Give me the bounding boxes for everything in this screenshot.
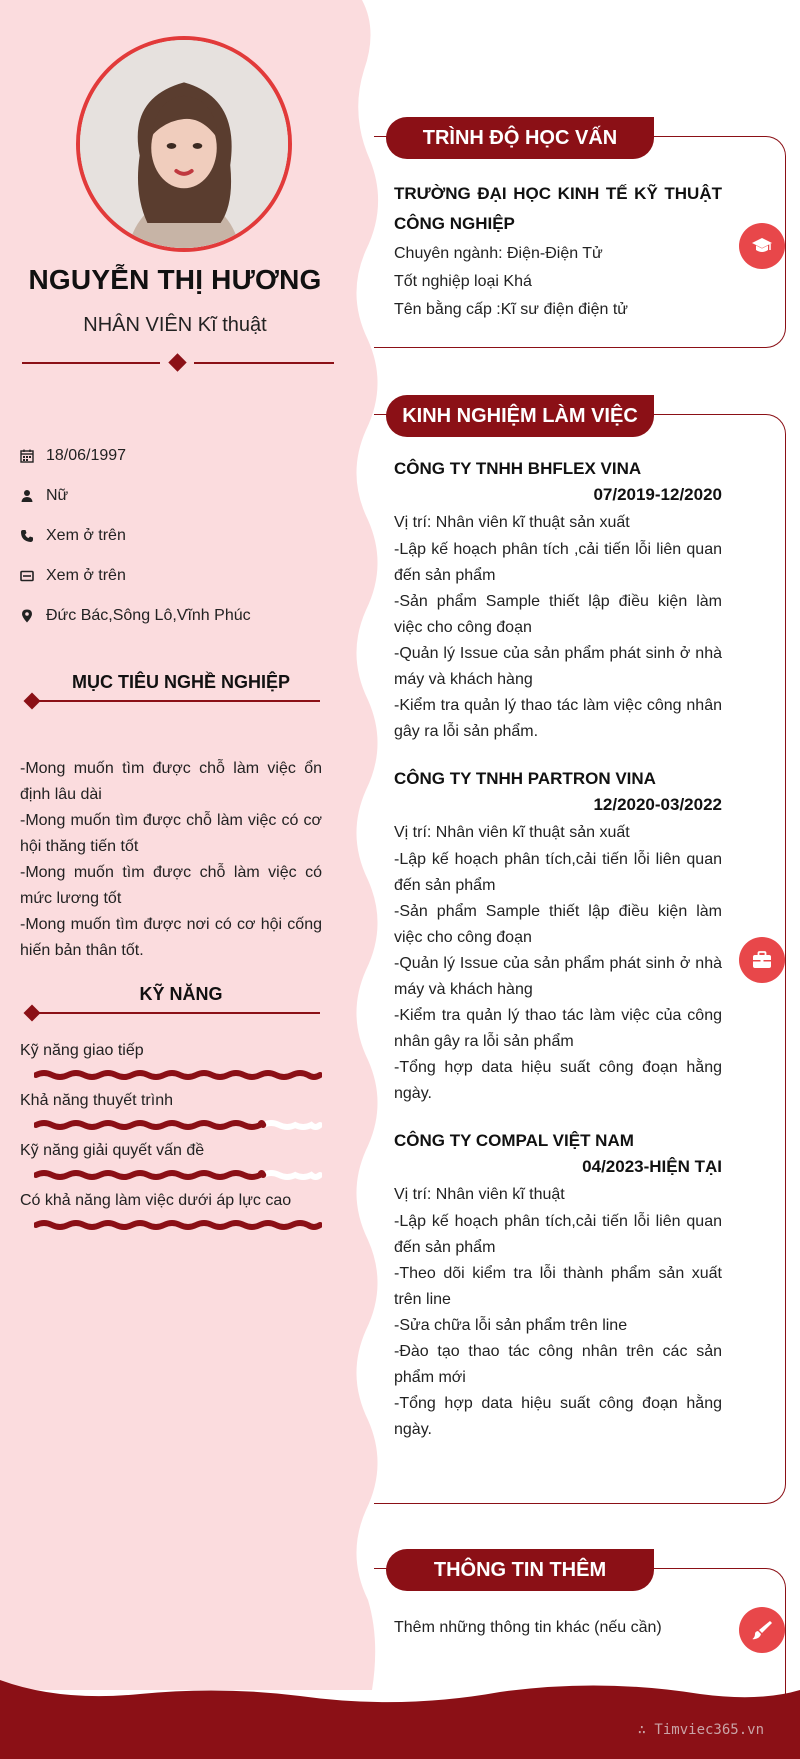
phone-icon — [20, 529, 46, 543]
education-line: Tốt nghiệp loại Khá — [394, 273, 532, 290]
job-entry — [394, 457, 722, 745]
skill-bar — [34, 1218, 322, 1232]
skill-bar-fill — [36, 1073, 320, 1077]
watermark: ∴ Timviec365.vn — [637, 1722, 764, 1738]
job-detail: -Sản phẩm Sample thiết lập điều kiện làm việc cho công đoạn — [394, 593, 722, 636]
briefcase-icon — [739, 937, 785, 983]
skill-bar — [34, 1168, 322, 1182]
job-detail: -Lập kế hoạch phân tích,cải tiến lỗi liên quan đến sản phẩm — [394, 851, 722, 894]
email-icon — [20, 569, 46, 583]
job-entry — [394, 1129, 722, 1443]
skill-item — [20, 1188, 322, 1238]
user-icon — [20, 489, 46, 503]
contact-value: Nữ — [46, 487, 69, 504]
skill-bar — [34, 1068, 322, 1082]
extra-info-text: Thêm những thông tin khác (nếu cần) — [394, 1619, 662, 1636]
skill-bar-fill — [36, 1173, 263, 1177]
experience-section — [374, 405, 786, 1504]
job-detail: -Đào tạo thao tác công nhân trên các sản phẩm mới — [394, 1343, 722, 1386]
contact-gender — [20, 476, 340, 516]
candidate-name: NGUYỄN THỊ HƯƠNG — [28, 264, 322, 295]
location-icon — [20, 609, 46, 623]
contact-value: Xem ở trên — [46, 567, 126, 584]
skill-bar-fill — [36, 1123, 263, 1127]
job-detail: -Sản phẩm Sample thiết lập điều kiện làm việc cho công đoạn — [394, 903, 722, 946]
skill-item — [20, 1138, 322, 1188]
skill-bar-fill — [36, 1223, 320, 1227]
job-position: Vị trí: Nhân viên kĩ thuật sản xuất — [394, 824, 630, 841]
contact-birthday — [20, 436, 340, 476]
job-company: CÔNG TY TNHH PARTRON VINA — [394, 769, 656, 788]
objective-line: -Mong muốn tìm được chỗ làm việc có mức lương tốt — [20, 864, 322, 907]
job-company: CÔNG TY COMPAL VIỆT NAM — [394, 1131, 634, 1150]
job-detail: -Theo dõi kiểm tra lỗi thành phẩm sản xuất trên line — [394, 1265, 722, 1308]
contact-email — [20, 556, 340, 596]
job-position: Vị trí: Nhân viên kĩ thuật sản xuất — [394, 514, 630, 531]
graduation-cap-icon — [739, 223, 785, 269]
objective-line: -Mong muốn tìm được chỗ làm việc ổn định lâu dài — [20, 760, 322, 803]
skill-label: Kỹ năng giao tiếp — [20, 1042, 144, 1059]
skill-label: Kỹ năng giải quyết vấn đề — [20, 1142, 205, 1159]
extra-info-body — [394, 1613, 722, 1641]
job-detail: -Lập kế hoạch phân tích ,cải tiến lỗi liên quan đến sản phẩm — [394, 541, 722, 584]
education-heading: TRÌNH ĐỘ HỌC VẤN — [386, 117, 654, 159]
contact-value: Đức Bác,Sông Lô,Vĩnh Phúc — [46, 607, 251, 624]
contact-address — [20, 596, 340, 636]
job-detail: -Tổng hợp data hiệu suất công đoạn hằng ngày. — [394, 1395, 722, 1438]
education-body — [394, 179, 722, 323]
job-detail: -Kiểm tra quản lý thao tác làm việc của công nhân gây ra lỗi sản phẩm — [394, 1007, 722, 1050]
extra-info-heading: THÔNG TIN THÊM — [386, 1549, 654, 1591]
skill-label: Có khả năng làm việc dưới áp lực cao — [20, 1192, 292, 1209]
job-detail: -Tổng hợp data hiệu suất công đoạn hằng ngày. — [394, 1059, 722, 1102]
job-detail: -Kiểm tra quản lý thao tác làm việc công nhân gây ra lỗi sản phẩm. — [394, 697, 722, 740]
job-date: 12/2020-03/2022 — [593, 795, 722, 814]
objective-line: -Mong muốn tìm được nơi có cơ hội cống hiến bản thân tốt. — [20, 916, 322, 959]
contact-info — [20, 436, 340, 636]
job-date: 07/2019-12/2020 — [593, 485, 722, 504]
objective-heading-text: MỤC TIÊU NGHỀ NGHIỆP — [71, 672, 290, 692]
job-detail: -Quản lý Issue của sản phẩm phát sinh ở nhà máy và khách hàng — [394, 645, 722, 688]
avatar — [76, 36, 292, 252]
job-entry — [394, 767, 722, 1107]
experience-body — [394, 457, 722, 1465]
candidate-title: NHÂN VIÊN Kĩ thuật — [83, 314, 267, 336]
school-name: TRƯỜNG ĐẠI HỌC KINH TẾ KỸ THUẬT CÔNG NGHIỆP — [394, 184, 722, 233]
skill-bar-remainder — [263, 1173, 320, 1177]
skill-label: Khả năng thuyết trình — [20, 1092, 173, 1109]
contact-phone — [20, 516, 340, 556]
job-detail: -Quản lý Issue của sản phẩm phát sinh ở nhà máy và khách hàng — [394, 955, 722, 998]
skill-bar — [34, 1118, 322, 1132]
education-section — [374, 127, 786, 348]
skill-item — [20, 1038, 322, 1088]
education-line: Chuyên ngành: Điện-Điện Tử — [394, 245, 603, 262]
job-position: Vị trí: Nhân viên kĩ thuật — [394, 1186, 565, 1203]
skills-heading — [20, 984, 320, 1024]
objective-line: -Mong muốn tìm được chỗ làm việc có cơ hội thăng tiến tốt — [20, 812, 322, 855]
education-line: Tên bằng cấp :Kĩ sư điện điện tử — [394, 301, 629, 318]
experience-heading: KINH NGHIỆM LÀM VIỆC — [386, 395, 654, 437]
skills-heading-text: KỸ NĂNG — [139, 984, 223, 1004]
contact-value: Xem ở trên — [46, 527, 126, 544]
objective-heading — [20, 672, 320, 712]
job-detail: -Sửa chữa lỗi sản phẩm trên line — [394, 1317, 628, 1334]
portrait-photo — [80, 40, 288, 248]
objective-text — [20, 756, 322, 964]
skill-bar-remainder — [263, 1123, 320, 1127]
job-date: 04/2023-HIỆN TẠI — [582, 1157, 722, 1176]
job-detail: -Lập kế hoạch phân tích,cải tiến lỗi liên quan đến sản phẩm — [394, 1213, 722, 1256]
skills-list — [20, 1038, 322, 1238]
name-divider — [22, 356, 334, 370]
contact-value: 18/06/1997 — [46, 447, 127, 464]
job-company: CÔNG TY TNHH BHFLEX VINA — [394, 459, 642, 478]
paint-brush-icon — [739, 1607, 785, 1653]
skill-item — [20, 1088, 322, 1138]
footer-wave — [0, 1680, 800, 1759]
calendar-icon — [20, 449, 46, 463]
